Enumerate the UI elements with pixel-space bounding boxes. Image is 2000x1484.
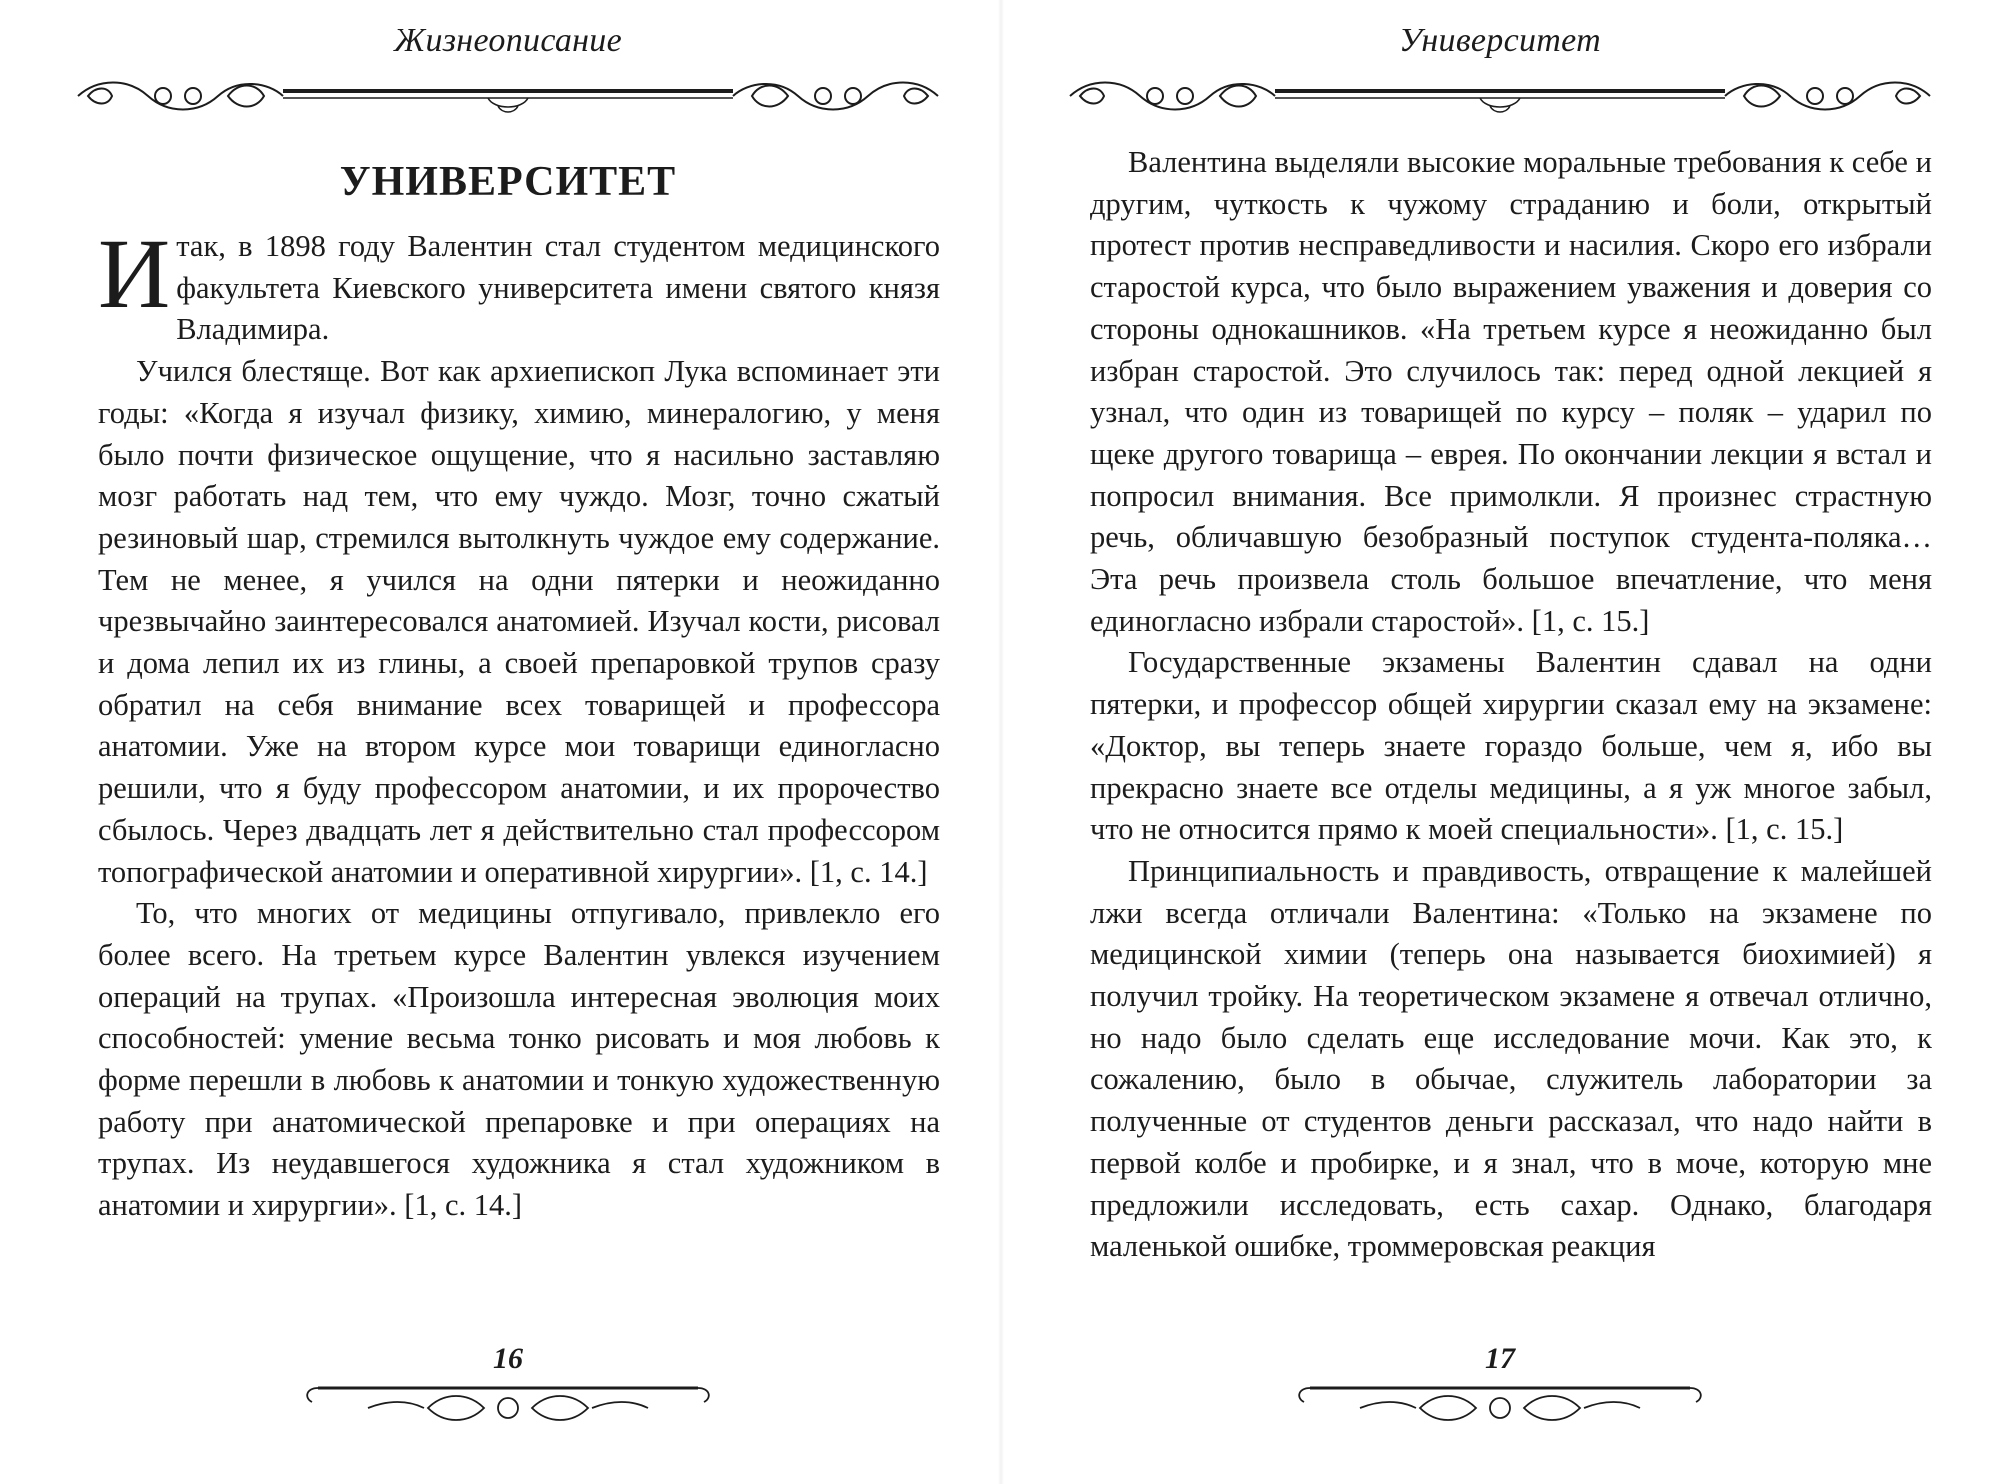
- running-head-right: Университет: [1399, 22, 1601, 59]
- header-ornament-icon: [68, 60, 948, 132]
- chapter-title: УНИВЕРСИТЕТ: [339, 159, 677, 205]
- drop-cap: И: [98, 218, 171, 329]
- footer-ornament-icon: [1060, 1374, 1940, 1434]
- page-number-left: 16: [493, 1342, 523, 1375]
- paragraph: То, что многих от медицины отпугивало, привлекло его более всего. На третьем курсе Валентин увлекся изучением операций на трупах. «Произошла интересная эволюция моих способностей: умение весьма тонко рисовать и моя любовь к форме перешли в любовь к анатомии и тонкую художественную работу при анатомической препаровке и при операциях на трупах. Из неудавшегося художника я стал художником в анатомии и хирургии». [1, с. 14.]: [98, 896, 940, 1223]
- running-head-left: Жизнеописание: [394, 22, 622, 59]
- header-ornament-icon: [1060, 60, 1940, 132]
- paragraph: Учился блестяще. Вот как архиепископ Лука вспоминает эти годы: «Когда я изучал физику, химию, минералогию, у меня было почти физическое ощущение, что я насильно заставляю мозг работать над тем, что ему чуждо. Мозг, точно сжатый резиновый шар, стремился вытолкнуть чуждое ему содержание. Тем не менее, я учился на одни пятерки и неожиданно чрезвычайно заинтересовался анатомией. Изучал кости, рисовал и дома лепил их из глины, а своей препаровкой трупов сразу обратил на себя внимание всех товарищей и профессора анатомии. Уже на втором курсе мои товарищи единогласно решили, что я буду профессором анатомии, и их пророчество сбылось. Через двадцать лет я действительно стал профессором топографической анатомии и оперативной хирургии». [1, с. 14.]: [98, 354, 940, 889]
- left-page: [68, 0, 948, 1484]
- paragraph-text: так, в 1898 году Валентин стал студентом медицинского факультета Киевского университета имени святого князя Владимира.: [176, 229, 940, 347]
- footer-ornament-icon: [68, 1374, 948, 1434]
- paragraph: [98, 218, 940, 351]
- page-gutter: [998, 0, 1004, 1484]
- paragraph: Принципиальность и правдивость, отвращение к малейшей лжи всегда отличали Валентина: «Только на экзамене по медицинской химии (теперь она называется биохимией) я получил тройку. На теоретическом экзамене я отвечал отлично, но надо было сделать еще исследование мочи. Как это, к сожалению, было в обычае, служитель лаборатории за полученные от студентов деньги рассказал, что надо найти в первой колбе и пробирке, и я знал, что в моче, которую мне предложили исследовать, есть сахар. Однако, благодаря маленькой ошибке, троммеровская реакция: [1090, 853, 1932, 1264]
- right-page: [1060, 0, 1940, 1484]
- left-text-block: [98, 218, 940, 1227]
- page-number-right: 17: [1485, 1342, 1515, 1375]
- paragraph: Валентина выделяли высокие моральные требования к себе и другим, чуткость к чужому страданию и боли, открытый протест против несправедливости и насилия. Скоро его избрали старостой курса, что было выражением уважения и доверия со стороны однокашников. «На третьем курсе я неожиданно был избран старостой. Это случилось так: перед одной лекцией я узнал, что один из товарищей по курсу – поляк – ударил по щеке другого товарища – еврея. По окончании лекции я встал и попросил внимания. Все примолкли. Я произнес страстную речь, обличавшую безобразный поступок студента-поляка… Эта речь произвела столь большое впечатление, что меня единогласно избрали старостой». [1, с. 15.]: [1090, 145, 1932, 638]
- paragraph: Государственные экзамены Валентин сдавал на одни пятерки, и профессор общей хирургии сказал ему на экзамене: «Доктор, вы теперь знаете гораздо больше, чем я, ибо вы прекрасно знаете все отделы медицины, а я уж многое забыл, что не относится прямо к моей специальности». [1, с. 15.]: [1090, 645, 1932, 847]
- right-text-block: [1090, 142, 1932, 1268]
